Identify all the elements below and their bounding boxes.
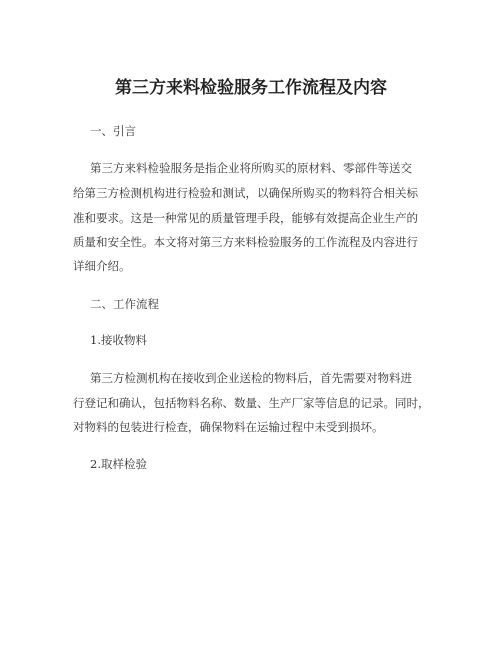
section-heading-process: 二、工作流程 xyxy=(90,297,159,311)
step-heading-receive: 1.接收物料 xyxy=(90,333,147,347)
document-title: 第三方来料检验服务工作流程及内容 xyxy=(115,78,387,98)
section-heading-intro: 一、引言 xyxy=(90,124,136,138)
paragraph-line: 第三方来料检验服务是指企业将所购买的原材料、零部件等送交 xyxy=(90,161,412,175)
paragraph-line: 详细介绍。 xyxy=(73,259,131,273)
paragraph-line: 行登记和确认，包括物料名称、数量、生产厂家等信息的记录。同时， xyxy=(73,396,430,410)
paragraph-line: 第三方检测机构在接收到企业送检的物料后，首先需要对物料进 xyxy=(90,371,412,385)
paragraph-line: 质量和安全性。本文将对第三方来料检验服务的工作流程及内容进行 xyxy=(73,235,418,249)
paragraph-line: 给第三方检测机构进行检验和测试，以确保所购买的物料符合相关标 xyxy=(73,186,418,200)
paragraph-line: 准和要求。这是一种常见的质量管理手段，能够有效提高企业生产的 xyxy=(73,211,418,225)
step-heading-sampling: 2.取样检验 xyxy=(90,457,147,471)
paragraph-line: 对物料的包装进行检查，确保物料在运输过程中未受到损坏。 xyxy=(73,420,384,434)
